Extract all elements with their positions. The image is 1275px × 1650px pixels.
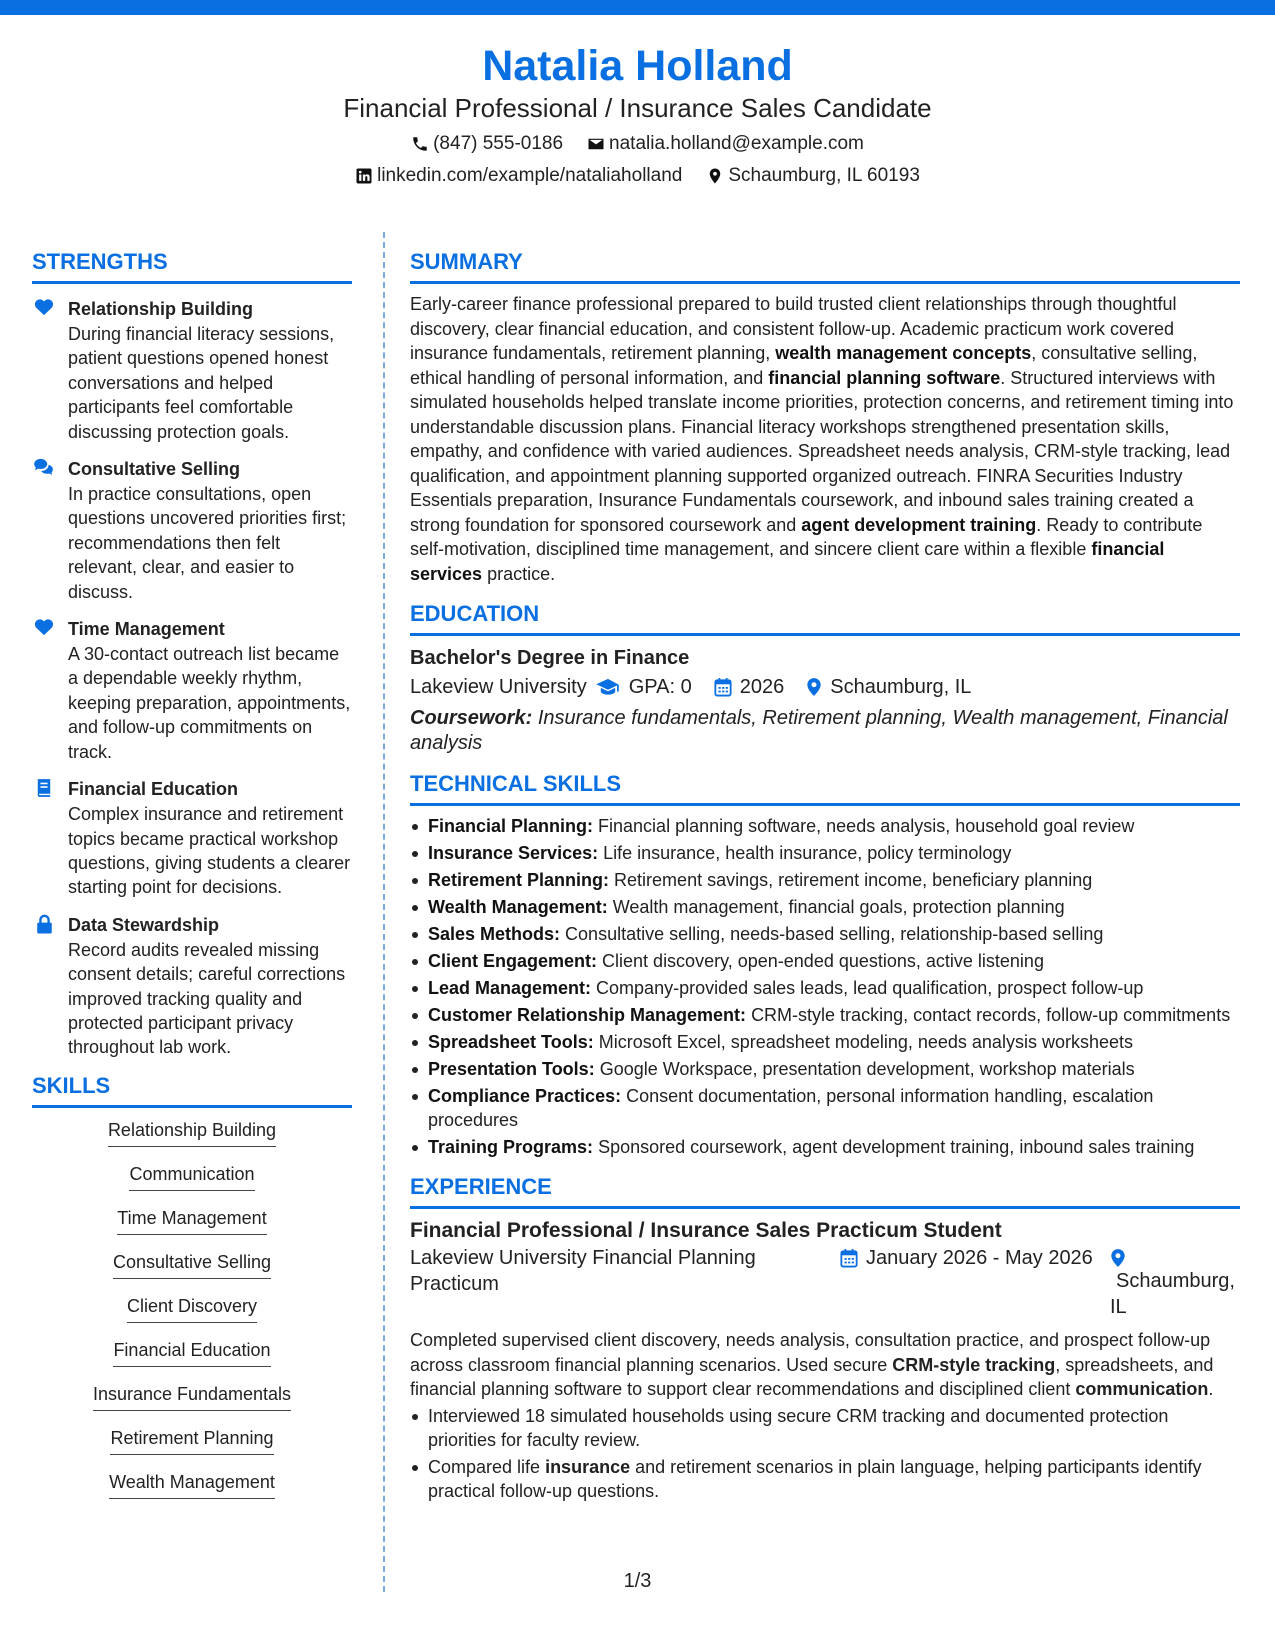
- location-pin-icon: [706, 167, 724, 185]
- skills-section: [32, 1072, 352, 1514]
- contact-location: [706, 163, 920, 189]
- list-item: [410, 1057, 1240, 1081]
- skills-heading: SKILLS: [32, 1072, 352, 1108]
- left-column: [32, 248, 352, 1514]
- lock-icon: [36, 914, 53, 934]
- job-location: [1110, 1245, 1240, 1320]
- technical-skills-heading: TECHNICAL SKILLS: [410, 770, 1240, 806]
- list-item: [410, 922, 1240, 946]
- skill-value: Microsoft Excel, spreadsheet modeling, needs analysis worksheets: [598, 1032, 1133, 1052]
- skill-label: Retirement Planning:: [428, 870, 610, 890]
- email-text: natalia.holland@example.com: [609, 133, 864, 154]
- list-item: [410, 868, 1240, 892]
- skill-value: Sponsored coursework, agent development training, inbound sales training: [598, 1137, 1195, 1157]
- chat-icon: [33, 458, 55, 476]
- strength-text: A 30-contact outreach list became a dependable weekly rhythm, keeping preparation, appointments, and follow-up commitments on track.: [68, 644, 351, 762]
- skill-value: Life insurance, health insurance, policy terminology: [603, 843, 1012, 863]
- location-text: Schaumburg, IL 60193: [728, 165, 920, 186]
- location-pin-icon: [806, 677, 822, 697]
- strength-item: [32, 912, 352, 1060]
- summary-section: [410, 248, 1240, 586]
- gpa: GPA: 0: [628, 676, 692, 698]
- skill-tag: Consultative Selling: [113, 1250, 271, 1279]
- skill-label: Customer Relationship Management:: [428, 1005, 747, 1025]
- top-accent-bar: [0, 0, 1275, 15]
- skill-tag: Relationship Building: [108, 1118, 276, 1147]
- skill-label: Wealth Management:: [428, 897, 608, 917]
- experience-heading: EXPERIENCE: [410, 1173, 1240, 1209]
- skill-value: Financial planning software, needs analysis, household goal review: [598, 816, 1135, 836]
- strength-heading: Relationship Building: [68, 299, 253, 319]
- contact-row-2: [0, 163, 1275, 189]
- skill-label: Client Engagement:: [428, 951, 598, 971]
- graduation-year: 2026: [739, 676, 785, 698]
- strength-heading: Data Stewardship: [68, 914, 220, 935]
- contact-email[interactable]: [587, 131, 864, 157]
- list-item: [410, 1084, 1240, 1132]
- skill-tag: Client Discovery: [127, 1294, 257, 1323]
- resume-header: [0, 40, 1275, 189]
- skill-value: Retirement savings, retirement income, beneficiary planning: [614, 870, 1093, 890]
- linkedin-text: linkedin.com/example/nataliaholland: [377, 165, 683, 186]
- phone-text: (847) 555-0186: [433, 133, 564, 154]
- skill-label: Financial Planning:: [428, 816, 594, 836]
- job-date-range: January 2026 - May 2026: [866, 1247, 1093, 1269]
- job-location-state: IL: [1110, 1296, 1127, 1318]
- coursework: [410, 706, 1240, 756]
- skill-value: Wealth management, financial goals, protection planning: [612, 897, 1065, 917]
- strength-text: In practice consultations, open questions uncovered priorities first; recommendations then felt relevant, clear, and easier to discuss.: [68, 484, 347, 602]
- candidate-name: Natalia Holland: [482, 42, 793, 90]
- skill-tag: Retirement Planning: [110, 1426, 273, 1455]
- summary-text: Early-career finance professional prepared to build trusted client relationships through thoughtful discovery, clear financial education, and consistent follow-up. Academic practicum work covered insurance fundamentals, retirement planning, wealth management concepts, consultative selling, ethical handling of personal information, and financial planning software. Structured interviews with simulated households helped translate income priorities, protection concerns, and retirement timing into understandable discussion plans. Financial literacy workshops strengthened presentation skills, empathy, and confidence with varied audiences. Spreadsheet needs analysis, CRM-style tracking, lead qualification, and appointment planning supported organized outreach. FINRA Securities Industry Essentials preparation, Insurance Fundamentals coursework, and inbound sales training created a strong foundation for sponsored coursework and agent development training. Ready to contribute self-motivation, disciplined time management, and sincere client care within a flexible financial services practice.: [410, 294, 1234, 584]
- skill-tag: Communication: [129, 1162, 254, 1191]
- list-item: [410, 841, 1240, 865]
- list-item: [410, 895, 1240, 919]
- skill-value: CRM-style tracking, contact records, follow-up commitments: [751, 1005, 1231, 1025]
- strength-text: During financial literacy sessions, patient questions opened honest conversations and helped participants feel comfortable discussing protection goals.: [68, 324, 335, 442]
- job-dates: [840, 1245, 1110, 1320]
- education-location: Schaumburg, IL: [830, 676, 972, 698]
- skill-label: Presentation Tools:: [428, 1059, 595, 1079]
- list-item: [410, 814, 1240, 838]
- experience-section: [410, 1173, 1240, 1504]
- strength-heading: Financial Education: [68, 779, 239, 800]
- skill-value: Company-provided sales leads, lead qualification, prospect follow-up: [596, 978, 1144, 998]
- education-section: [410, 600, 1240, 756]
- list-item: Compared life insurance and retirement scenarios in plain language, helping participants identify practical follow-up questions.: [410, 1455, 1240, 1504]
- list-item: [410, 976, 1240, 1000]
- job-title: Financial Professional / Insurance Sales Practicum Student: [410, 1219, 1002, 1242]
- skill-label: Compliance Practices:: [428, 1086, 622, 1106]
- strength-item: [32, 616, 352, 764]
- coursework-text: Insurance fundamentals, Retirement planning, Wealth management, Financial analysis: [410, 707, 1228, 754]
- heart-icon: [34, 298, 54, 316]
- skill-label: Insurance Services:: [428, 843, 599, 863]
- skill-label: Training Programs:: [428, 1137, 594, 1157]
- list-item: [410, 1030, 1240, 1054]
- education-meta: [410, 672, 1240, 702]
- skill-tag: Time Management: [117, 1206, 266, 1235]
- heart-icon: [34, 618, 54, 636]
- location-pin-icon: [1110, 1248, 1126, 1268]
- right-column: [410, 248, 1240, 1506]
- skill-label: Lead Management:: [428, 978, 592, 998]
- technical-skills-list: [410, 814, 1240, 1159]
- technical-skills-section: [410, 770, 1240, 1159]
- calendar-icon: [840, 1248, 858, 1268]
- school-name: Lakeview University: [410, 676, 587, 698]
- candidate-title: Financial Professional / Insurance Sales Candidate: [343, 93, 932, 123]
- skill-value: Client discovery, open-ended questions, active listening: [602, 951, 1044, 971]
- job-bullets: [410, 1404, 1240, 1504]
- skill-tag: Wealth Management: [109, 1470, 275, 1499]
- strength-text: Complex insurance and retirement topics became practical workshop questions, giving students a clearer starting point for decisions.: [68, 804, 351, 898]
- skill-value: Consultative selling, needs-based selling, relationship-based selling: [565, 924, 1104, 944]
- contact-row-1: [0, 131, 1275, 157]
- skill-value: Consent documentation, personal information handling, escalation procedures: [428, 1086, 1154, 1130]
- strength-text: Record audits revealed missing consent details; careful corrections improved tracking quality and protected participant privacy throughout lab work.: [68, 939, 346, 1058]
- strengths-heading: STRENGTHS: [32, 248, 352, 284]
- job-meta: [410, 1245, 1240, 1320]
- education-heading: EDUCATION: [410, 600, 1240, 636]
- strengths-list: [32, 296, 352, 1060]
- calendar-icon: [714, 677, 732, 697]
- job-organization: Lakeview University Financial Planning Practicum: [410, 1247, 756, 1295]
- strength-item: [32, 296, 352, 444]
- job-description: Completed supervised client discovery, needs analysis, consultation practice, and prospect follow-up across classroom financial planning scenarios. Used secure CRM-style tracking, spreadsheets, and financial planning software to support clear recommendations and disciplined client communication.: [410, 1330, 1214, 1399]
- strength-heading: Consultative Selling: [68, 459, 241, 480]
- list-item: [410, 949, 1240, 973]
- summary-heading: SUMMARY: [410, 248, 1240, 284]
- graduation-cap-icon: [595, 678, 621, 696]
- list-item: [410, 1003, 1240, 1027]
- degree-name: Bachelor's Degree in Finance: [410, 647, 690, 669]
- strength-heading: Time Management: [68, 619, 225, 640]
- phone-icon: [411, 135, 429, 153]
- contact-linkedin[interactable]: [355, 163, 682, 189]
- page-number: 1/3: [623, 1570, 652, 1592]
- column-divider: [383, 232, 385, 1592]
- skill-value: Google Workspace, presentation development, workshop materials: [599, 1059, 1135, 1079]
- strength-item: [32, 456, 352, 604]
- list-item: Interviewed 18 simulated households using secure CRM tracking and documented protection priorities for faculty review.: [410, 1404, 1240, 1453]
- skills-list: [32, 1118, 352, 1514]
- strength-item: [32, 776, 352, 900]
- linkedin-icon: [355, 167, 373, 185]
- book-icon: [36, 778, 52, 798]
- skill-label: Sales Methods:: [428, 924, 561, 944]
- email-icon: [587, 135, 605, 153]
- job-location-city: Schaumburg,: [1116, 1270, 1235, 1292]
- skill-tag: Financial Education: [113, 1338, 270, 1367]
- skill-tag: Insurance Fundamentals: [93, 1382, 291, 1411]
- contact-phone[interactable]: [411, 131, 563, 157]
- coursework-label: Coursework:: [410, 707, 533, 729]
- skill-label: Spreadsheet Tools:: [428, 1032, 594, 1052]
- list-item: [410, 1135, 1240, 1159]
